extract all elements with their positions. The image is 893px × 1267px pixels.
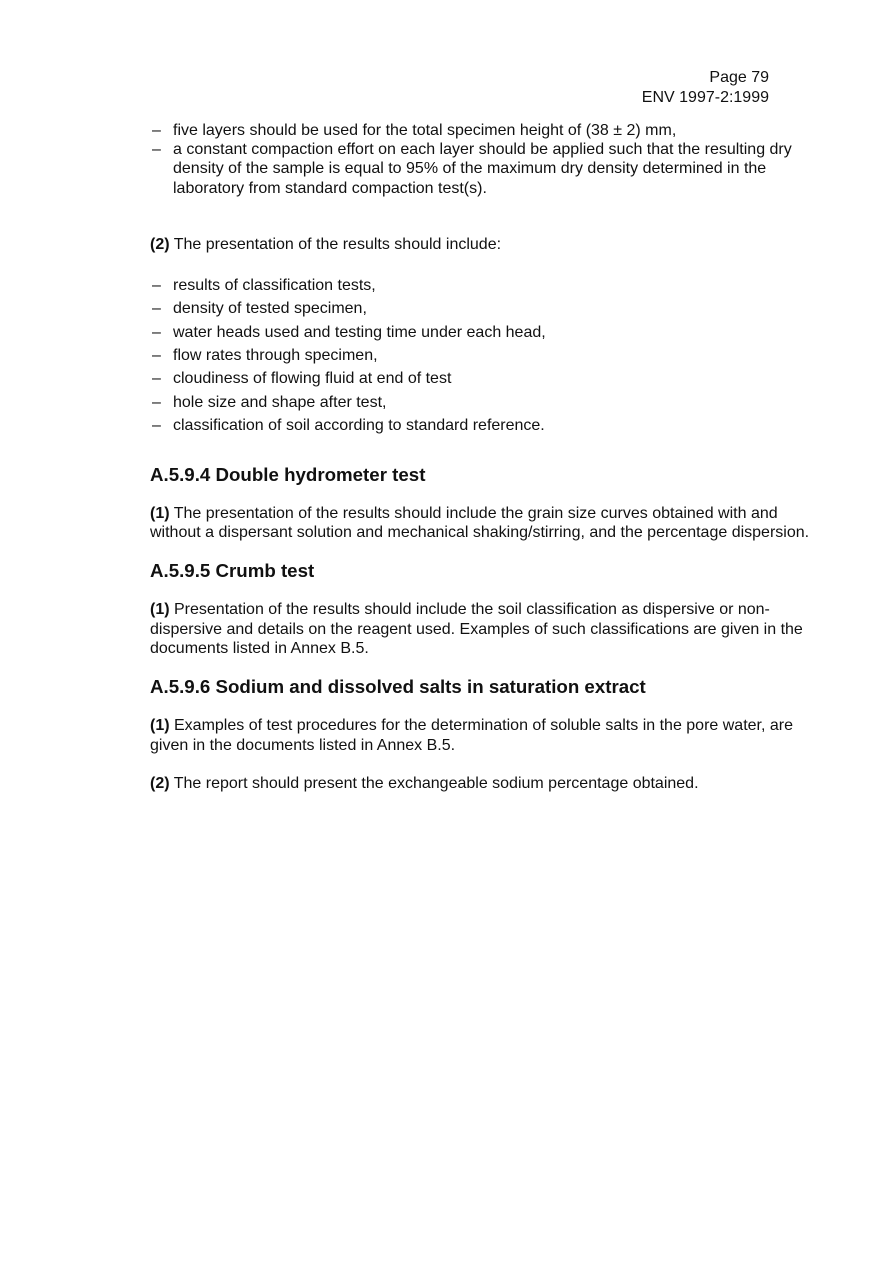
clause-number: (2): [150, 774, 170, 792]
specimen-preparation-list: [150, 121, 810, 198]
results-list: [150, 276, 810, 435]
list-item-text: results of classification tests,: [173, 277, 376, 295]
list-item: [150, 299, 810, 318]
paragraph-text: The report should present the exchangeable sodium percentage obtained.: [169, 774, 699, 792]
dash-bullet: –: [152, 300, 161, 318]
list-item: [150, 346, 810, 365]
dash-bullet: –: [152, 416, 161, 434]
dash-bullet: –: [152, 122, 161, 139]
list-item-text: water heads used and testing time under each head,: [173, 323, 546, 341]
list-item: [150, 323, 810, 342]
paragraph-a596-1: [150, 716, 810, 755]
list-item: [150, 276, 810, 295]
page-content: [150, 121, 810, 793]
list-item-text: cloudiness of flowing fluid at end of test: [173, 370, 452, 388]
paragraph-text: Presentation of the results should include the soil classification as dispersive or non-dispersive and details on the reagent used. Examples of such classifications are given in the documents listed in Annex B.5.: [150, 601, 803, 658]
paragraph-a595-1: [150, 600, 810, 658]
list-item-text: density of tested specimen,: [173, 300, 367, 318]
dash-bullet: –: [152, 370, 161, 388]
list-item: [150, 369, 810, 388]
standard-code: ENV 1997-2:1999: [641, 89, 769, 106]
list-item-text: five layers should be used for the total specimen height of (38 ± 2) mm,: [173, 122, 677, 139]
paragraph-text: The presentation of the results should include:: [169, 235, 502, 253]
list-item-text: flow rates through specimen,: [173, 347, 378, 364]
clause-number: (1): [150, 504, 170, 522]
dash-bullet: –: [152, 347, 161, 364]
list-item: [150, 121, 810, 140]
clause-number: (1): [150, 601, 170, 619]
dash-bullet: –: [152, 323, 161, 341]
section-heading-a595: A.5.9.5 Crumb test: [150, 560, 315, 582]
page-number: Page 79: [709, 69, 769, 86]
list-item-text: a constant compaction effort on each layer should be applied such that the resulting dry density of the sample is equal to 95% of the maximum dry density determined in the laboratory from standard compaction test(s).: [173, 141, 792, 197]
paragraph-text: Examples of test procedures for the determination of soluble salts in the pore water, are given in the documents listed in Annex B.5.: [150, 717, 794, 754]
list-item-text: hole size and shape after test,: [173, 393, 387, 411]
paragraph-text: The presentation of the results should include the grain size curves obtained with and without a dispersant solution and mechanical shaking/stirring, and the percentage dispersion.: [150, 504, 810, 542]
list-item: [150, 393, 810, 412]
paragraph-a596-2: [150, 774, 810, 793]
list-item-text: classification of soil according to standard reference.: [173, 416, 545, 434]
dash-bullet: –: [152, 393, 161, 411]
paragraph-results-intro: [150, 235, 810, 254]
paragraph-a594-1: [150, 504, 810, 543]
page-header: [642, 68, 769, 108]
clause-number: (2): [150, 235, 170, 253]
list-item: [150, 416, 810, 435]
section-heading-a596: A.5.9.6 Sodium and dissolved salts in saturation extract: [150, 676, 646, 698]
dash-bullet: –: [152, 141, 161, 159]
list-item: [150, 140, 810, 198]
dash-bullet: –: [152, 277, 161, 295]
clause-number: (1): [150, 717, 170, 735]
section-heading-a594: A.5.9.4 Double hydrometer test: [150, 463, 426, 485]
